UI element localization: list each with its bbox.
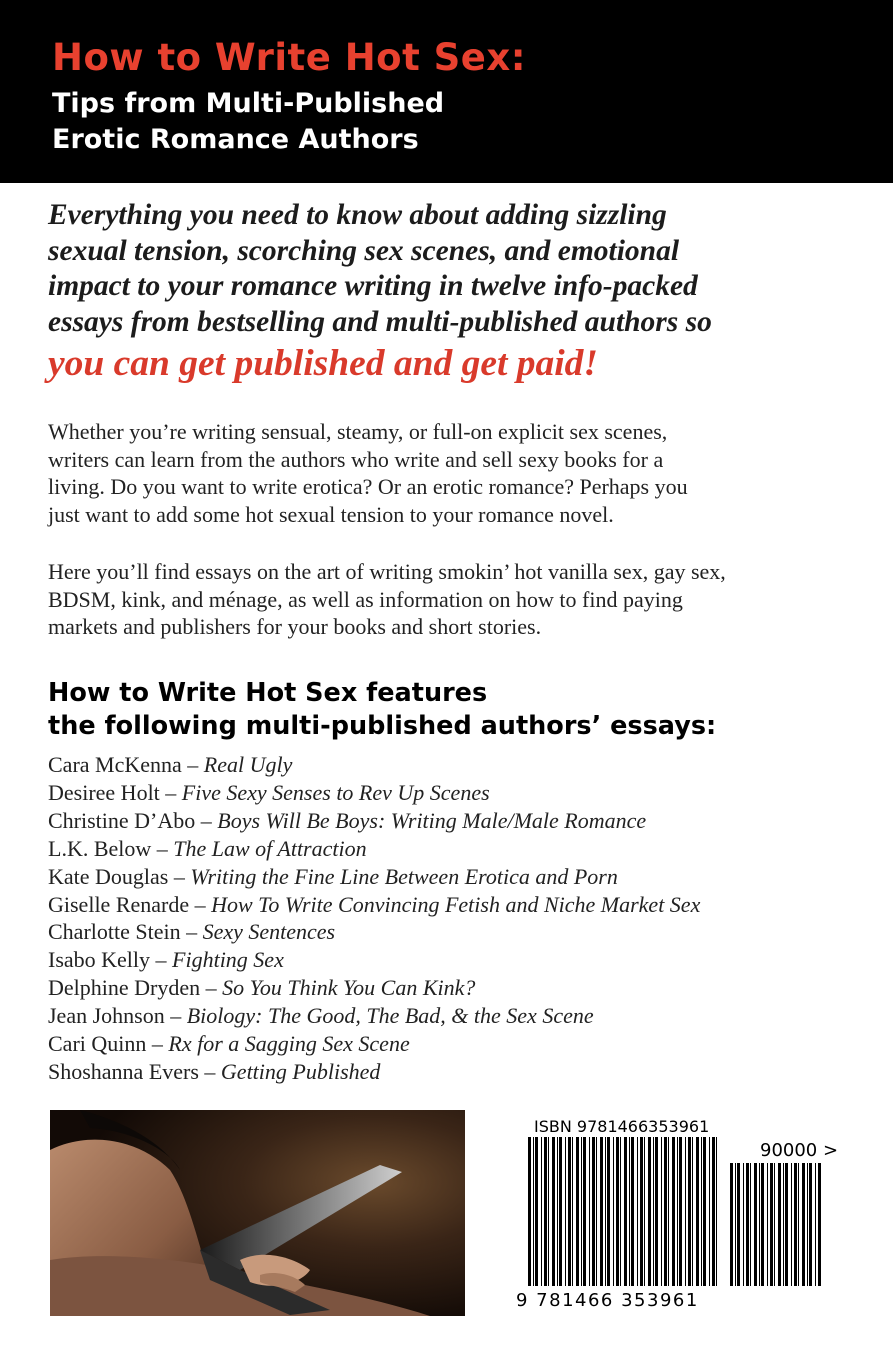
paragraph-line: markets and publishers for your books and short stories. — [48, 614, 542, 640]
essay-author: Isabo Kelly – — [48, 947, 173, 973]
essay-author: Desiree Holt – — [48, 779, 182, 805]
essay-title: Biology: The Good, The Bad, & the Sex Scene — [186, 1003, 594, 1029]
paragraph-line: BDSM, kink, and ménage, as well as information on how to find paying — [48, 586, 683, 612]
essay-author: Cara McKenna – — [48, 752, 204, 777]
essay-title: The Law of Attraction — [173, 835, 367, 861]
essay-author: Cari Quinn – — [48, 1031, 169, 1057]
isbn-label: ISBN 9781466353961 — [534, 1117, 710, 1136]
essay-item — [48, 863, 700, 891]
essay-item — [48, 807, 700, 835]
essay-item — [48, 946, 700, 974]
essay-list — [48, 751, 700, 1086]
essay-item — [48, 779, 700, 807]
essay-author: Kate Douglas – — [48, 863, 191, 889]
essay-author: Christine D’Abo – — [48, 807, 218, 833]
paragraph-line: writers can learn from the authors who write and sell sexy books for a — [48, 446, 664, 472]
essay-title: Five Sexy Senses to Rev Up Scenes — [181, 779, 490, 805]
essay-title: So You Think You Can Kink? — [222, 975, 476, 1001]
essay-title: Sexy Sentences — [202, 919, 336, 945]
essay-title: Fighting Sex — [172, 947, 284, 973]
intro-line: essays from bestselling and multi-published authors so — [48, 305, 712, 338]
book-subtitle-line1: Tips from Multi-Published — [52, 88, 445, 119]
essay-author: Jean Johnson – — [48, 1003, 187, 1029]
essay-author: Shoshanna Evers – — [48, 1058, 221, 1084]
barcode-number: 9 781466 353961 — [516, 1290, 699, 1311]
essay-item — [48, 1002, 700, 1030]
essay-author: Charlotte Stein – — [48, 919, 203, 945]
essay-title: Rx for a Sagging Sex Scene — [168, 1031, 410, 1057]
essay-title: Boys Will Be Boys: Writing Male/Male Romance — [217, 807, 647, 833]
features-heading-line1: How to Write Hot Sex features — [48, 678, 488, 708]
paragraph-line: Whether you’re writing sensual, steamy, or full-on explicit sex scenes, — [48, 419, 668, 444]
header-band — [0, 0, 893, 183]
essay-author: L.K. Below – — [48, 835, 174, 861]
punchline: you can get published and get paid! — [48, 343, 599, 384]
paragraph-line: living. Do you want to write erotica? Or an erotic romance? Perhaps you — [48, 474, 688, 500]
paragraph-line: Here you’ll find essays on the art of writing smokin’ hot vanilla sex, gay sex, — [48, 559, 726, 584]
essay-title: Writing the Fine Line Between Erotica and Porn — [190, 863, 618, 889]
essay-author: Giselle Renarde – — [48, 891, 212, 917]
essay-item — [48, 1030, 700, 1058]
essay-title: Getting Published — [220, 1058, 381, 1084]
essay-item — [48, 1058, 700, 1086]
essay-title: Real Ugly — [203, 752, 293, 777]
essay-author: Delphine Dryden – — [48, 975, 223, 1001]
essay-title: How To Write Convincing Fetish and Niche Market Sex — [211, 891, 701, 917]
intro-line: sexual tension, scorching sex scenes, and emotional — [48, 234, 680, 267]
paragraph-1 — [48, 418, 868, 528]
photo-illustration — [50, 1110, 465, 1316]
paragraph-2 — [48, 558, 868, 641]
intro-line: impact to your romance writing in twelve info-packed — [48, 270, 698, 302]
laptop-woman-photo — [50, 1110, 465, 1316]
essay-item — [48, 974, 700, 1002]
features-heading-line2: the following multi-published authors’ essays: — [48, 711, 717, 741]
features-heading — [48, 677, 716, 743]
intro-blurb — [48, 198, 868, 340]
price-code: 90000 > — [760, 1140, 839, 1161]
intro-line: Everything you need to know about adding sizzling — [48, 199, 667, 231]
essay-item — [48, 835, 700, 863]
essay-item — [48, 918, 700, 946]
essay-item — [48, 751, 700, 779]
paragraph-line: just want to add some hot sexual tension to your romance novel. — [48, 501, 614, 527]
essay-item — [48, 891, 700, 919]
book-title: How to Write Hot Sex: — [52, 36, 527, 79]
book-subtitle-line2: Erotic Romance Authors — [52, 124, 419, 155]
